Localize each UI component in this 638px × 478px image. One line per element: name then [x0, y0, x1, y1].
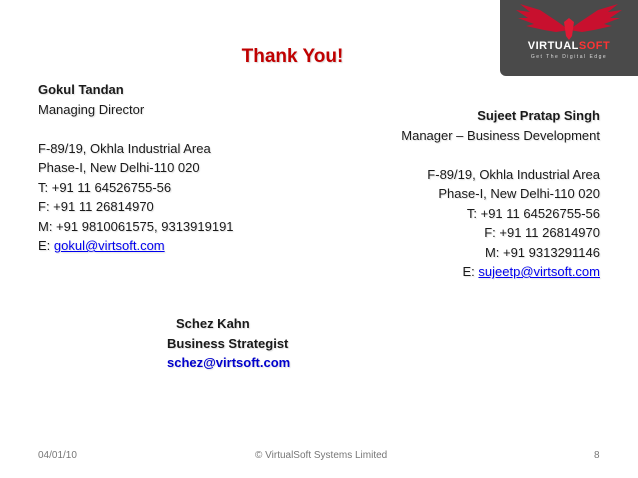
contact-telephone: T: +91 11 64526755-56 — [466, 205, 600, 221]
footer-date: 04/01/10 — [38, 450, 77, 461]
logo-tagline: Get The Digital Edge — [530, 54, 608, 60]
logo-wordmark: VIRTUALSOFT — [527, 40, 611, 52]
footer-copyright: © VirtualSoft Systems Limited — [255, 450, 388, 461]
wings-icon — [500, 0, 638, 76]
contact-role: Managing Director — [38, 101, 145, 117]
contact-email: schez@virtsoft.com — [167, 355, 291, 370]
contact-card-left — [38, 80, 234, 256]
contact-card-right — [401, 106, 600, 282]
contact-card-center — [167, 314, 290, 373]
contact-name: Gokul Tandan — [38, 82, 124, 97]
contact-mobile: M: +91 9313291146 — [484, 244, 600, 260]
email-prefix: E: — [462, 264, 479, 279]
contact-address-line1: F-89/19, Okhla Industrial Area — [38, 140, 211, 156]
contact-mobile: M: +91 9810061575, 9313919191 — [38, 218, 234, 234]
contact-address-line2: Phase-I, New Delhi-110 020 — [38, 160, 200, 175]
contact-telephone: T: +91 11 64526755-56 — [38, 179, 172, 195]
spacer — [38, 119, 234, 139]
slide-number: 8 — [594, 450, 600, 461]
contact-role: Business Strategist — [167, 335, 289, 351]
contact-fax: F: +91 11 26814970 — [38, 199, 154, 214]
contact-address-line1: F-89/19, Okhla Industrial Area — [427, 166, 600, 182]
email-link[interactable]: gokul@virtsoft.com — [53, 238, 165, 253]
contact-email-line — [401, 262, 600, 282]
contact-name: Sujeet Pratap Singh — [477, 108, 600, 123]
contact-name: Schez Kahn — [176, 316, 250, 331]
virtualsoft-logo — [500, 0, 638, 76]
contact-address-line2: Phase-I, New Delhi-110 020 — [438, 186, 600, 201]
slide-title: Thank You! — [241, 46, 344, 67]
contact-fax: F: +91 11 26814970 — [484, 225, 600, 240]
email-prefix: E: — [38, 238, 54, 253]
spacer — [401, 145, 600, 165]
contact-email-line — [38, 236, 234, 256]
email-link[interactable]: sujeetp@virtsoft.com — [478, 264, 600, 279]
contact-role: Manager – Business Development — [401, 127, 600, 143]
